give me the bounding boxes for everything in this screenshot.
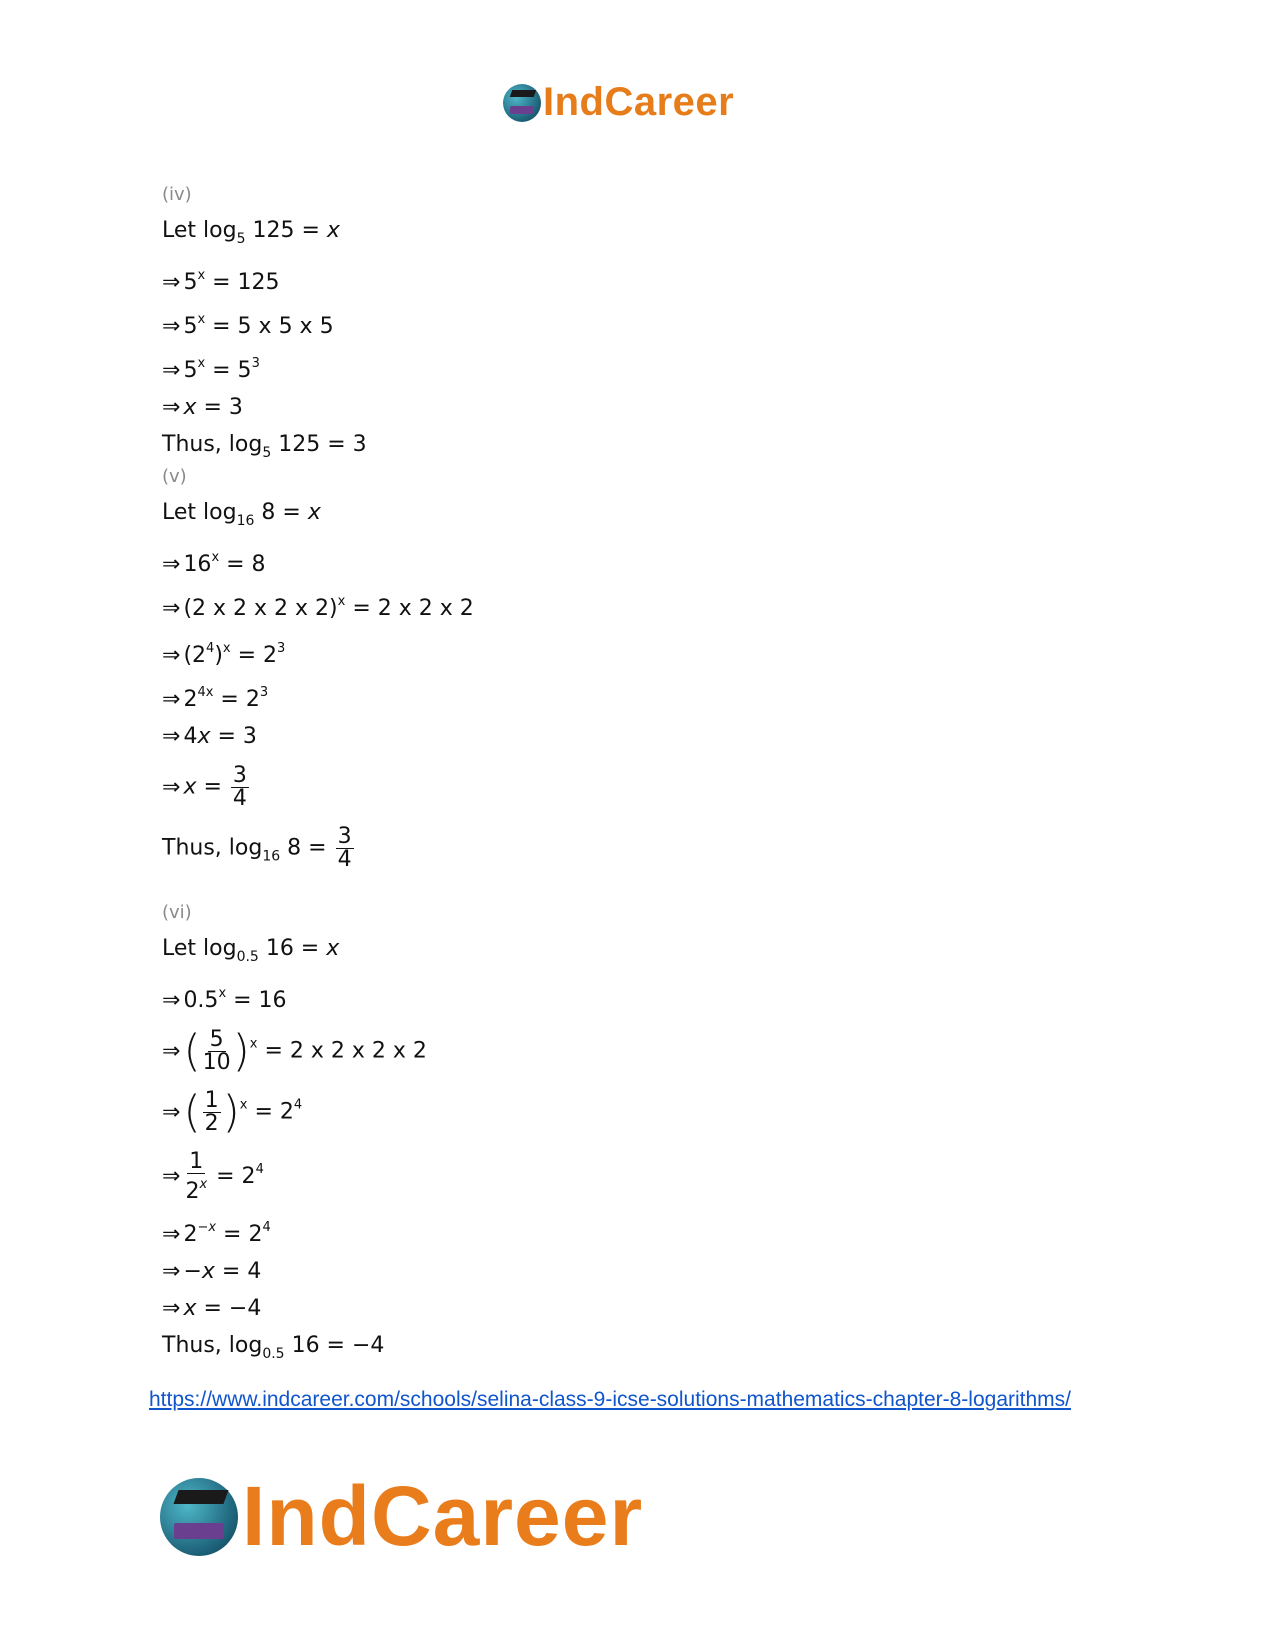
conclusion-line: Thus, $\log_{16} 8$ = $\frac{3}{4}$ bbox=[162, 824, 352, 872]
fraction: $\frac{1}{2}$ bbox=[204, 1088, 219, 1136]
graduation-cap-icon bbox=[173, 1490, 228, 1504]
solution-iv bbox=[162, 184, 367, 465]
equation-line: ⇒ −x = 4 bbox=[162, 1259, 262, 1284]
logo-text: IndCareer bbox=[242, 1469, 644, 1563]
fraction: $\frac{3}{4}$ bbox=[232, 763, 247, 811]
graduation-cap-icon bbox=[510, 90, 537, 97]
conclusion-line: Thus, $\log_5 125 = 3$ bbox=[162, 432, 367, 461]
equation-line: ⇒ x = 3 bbox=[162, 395, 243, 420]
footer-logo bbox=[160, 1468, 643, 1565]
equation-line: ⇒ $16^x = 8$ bbox=[162, 550, 266, 577]
equation-line: ⇒ 4x = 3 bbox=[162, 724, 257, 749]
equation-line: ⇒ $5^x = 5^3$ bbox=[162, 356, 260, 383]
equation-line: ⇒ $2^{4x} = 2^3$ bbox=[162, 685, 269, 712]
fraction: $\frac{1}{2^x}$ bbox=[185, 1149, 208, 1204]
equation-line: ⇒( $\frac{5}{10}$ )$^x$ = 2 x 2 x 2 x 2 bbox=[162, 1025, 427, 1077]
equation-line: ⇒ $0.5^x = 16$ bbox=[162, 986, 287, 1013]
equation-line: Let $\log_{0.5} 16 = x$ bbox=[162, 936, 340, 965]
part-label: (iv) bbox=[162, 184, 192, 205]
equation-line: ⇒ $5^x = 125$ bbox=[162, 268, 280, 295]
equation-line: ⇒ $5^x = 5$ x 5 x 5 bbox=[162, 312, 334, 339]
part-label: (vi) bbox=[162, 902, 192, 923]
equation-line: ⇒ x = $\frac{3}{4}$ bbox=[162, 763, 247, 811]
equation-line: Let $\log_5 125 = x$ bbox=[162, 218, 340, 247]
book-icon bbox=[510, 106, 534, 114]
equation-line: ⇒ $(2^4)^x = 2^3$ bbox=[162, 641, 286, 668]
fraction: $\frac{3}{4}$ bbox=[337, 824, 352, 872]
part-label: (v) bbox=[162, 466, 187, 487]
source-link[interactable]: https://www.indcareer.com/schools/selina-class-9-icse-solutions-mathematics-chapter-8-logarithms/ bbox=[149, 1388, 1072, 1411]
conclusion-line: Thus, $\log_{0.5} 16 = -4$ bbox=[162, 1333, 385, 1362]
equation-line: Let $\log_{16} 8 = x$ bbox=[162, 500, 321, 529]
graduation-globe-icon bbox=[503, 84, 541, 122]
solution-vi bbox=[162, 902, 427, 1366]
solution-v bbox=[162, 466, 474, 871]
equation-line: ⇒ $2^{-x} = 2^4$ bbox=[162, 1220, 271, 1247]
graduation-globe-icon bbox=[160, 1478, 238, 1556]
book-icon bbox=[174, 1523, 224, 1539]
equation-line: ⇒ (2 x 2 x 2 x 2)$^x$ = 2 x 2 x 2 bbox=[162, 594, 474, 621]
equation-line: ⇒ x = −4 bbox=[162, 1296, 262, 1321]
equation-line: ⇒ $\frac{1}{2^x}$ = $2^4$ bbox=[162, 1149, 264, 1204]
header-logo bbox=[503, 80, 734, 125]
equation-line: ⇒( $\frac{1}{2}$ )$^x = 2^4$ bbox=[162, 1086, 303, 1138]
fraction: $\frac{5}{10}$ bbox=[202, 1027, 231, 1075]
logo-text: IndCareer bbox=[543, 80, 735, 124]
